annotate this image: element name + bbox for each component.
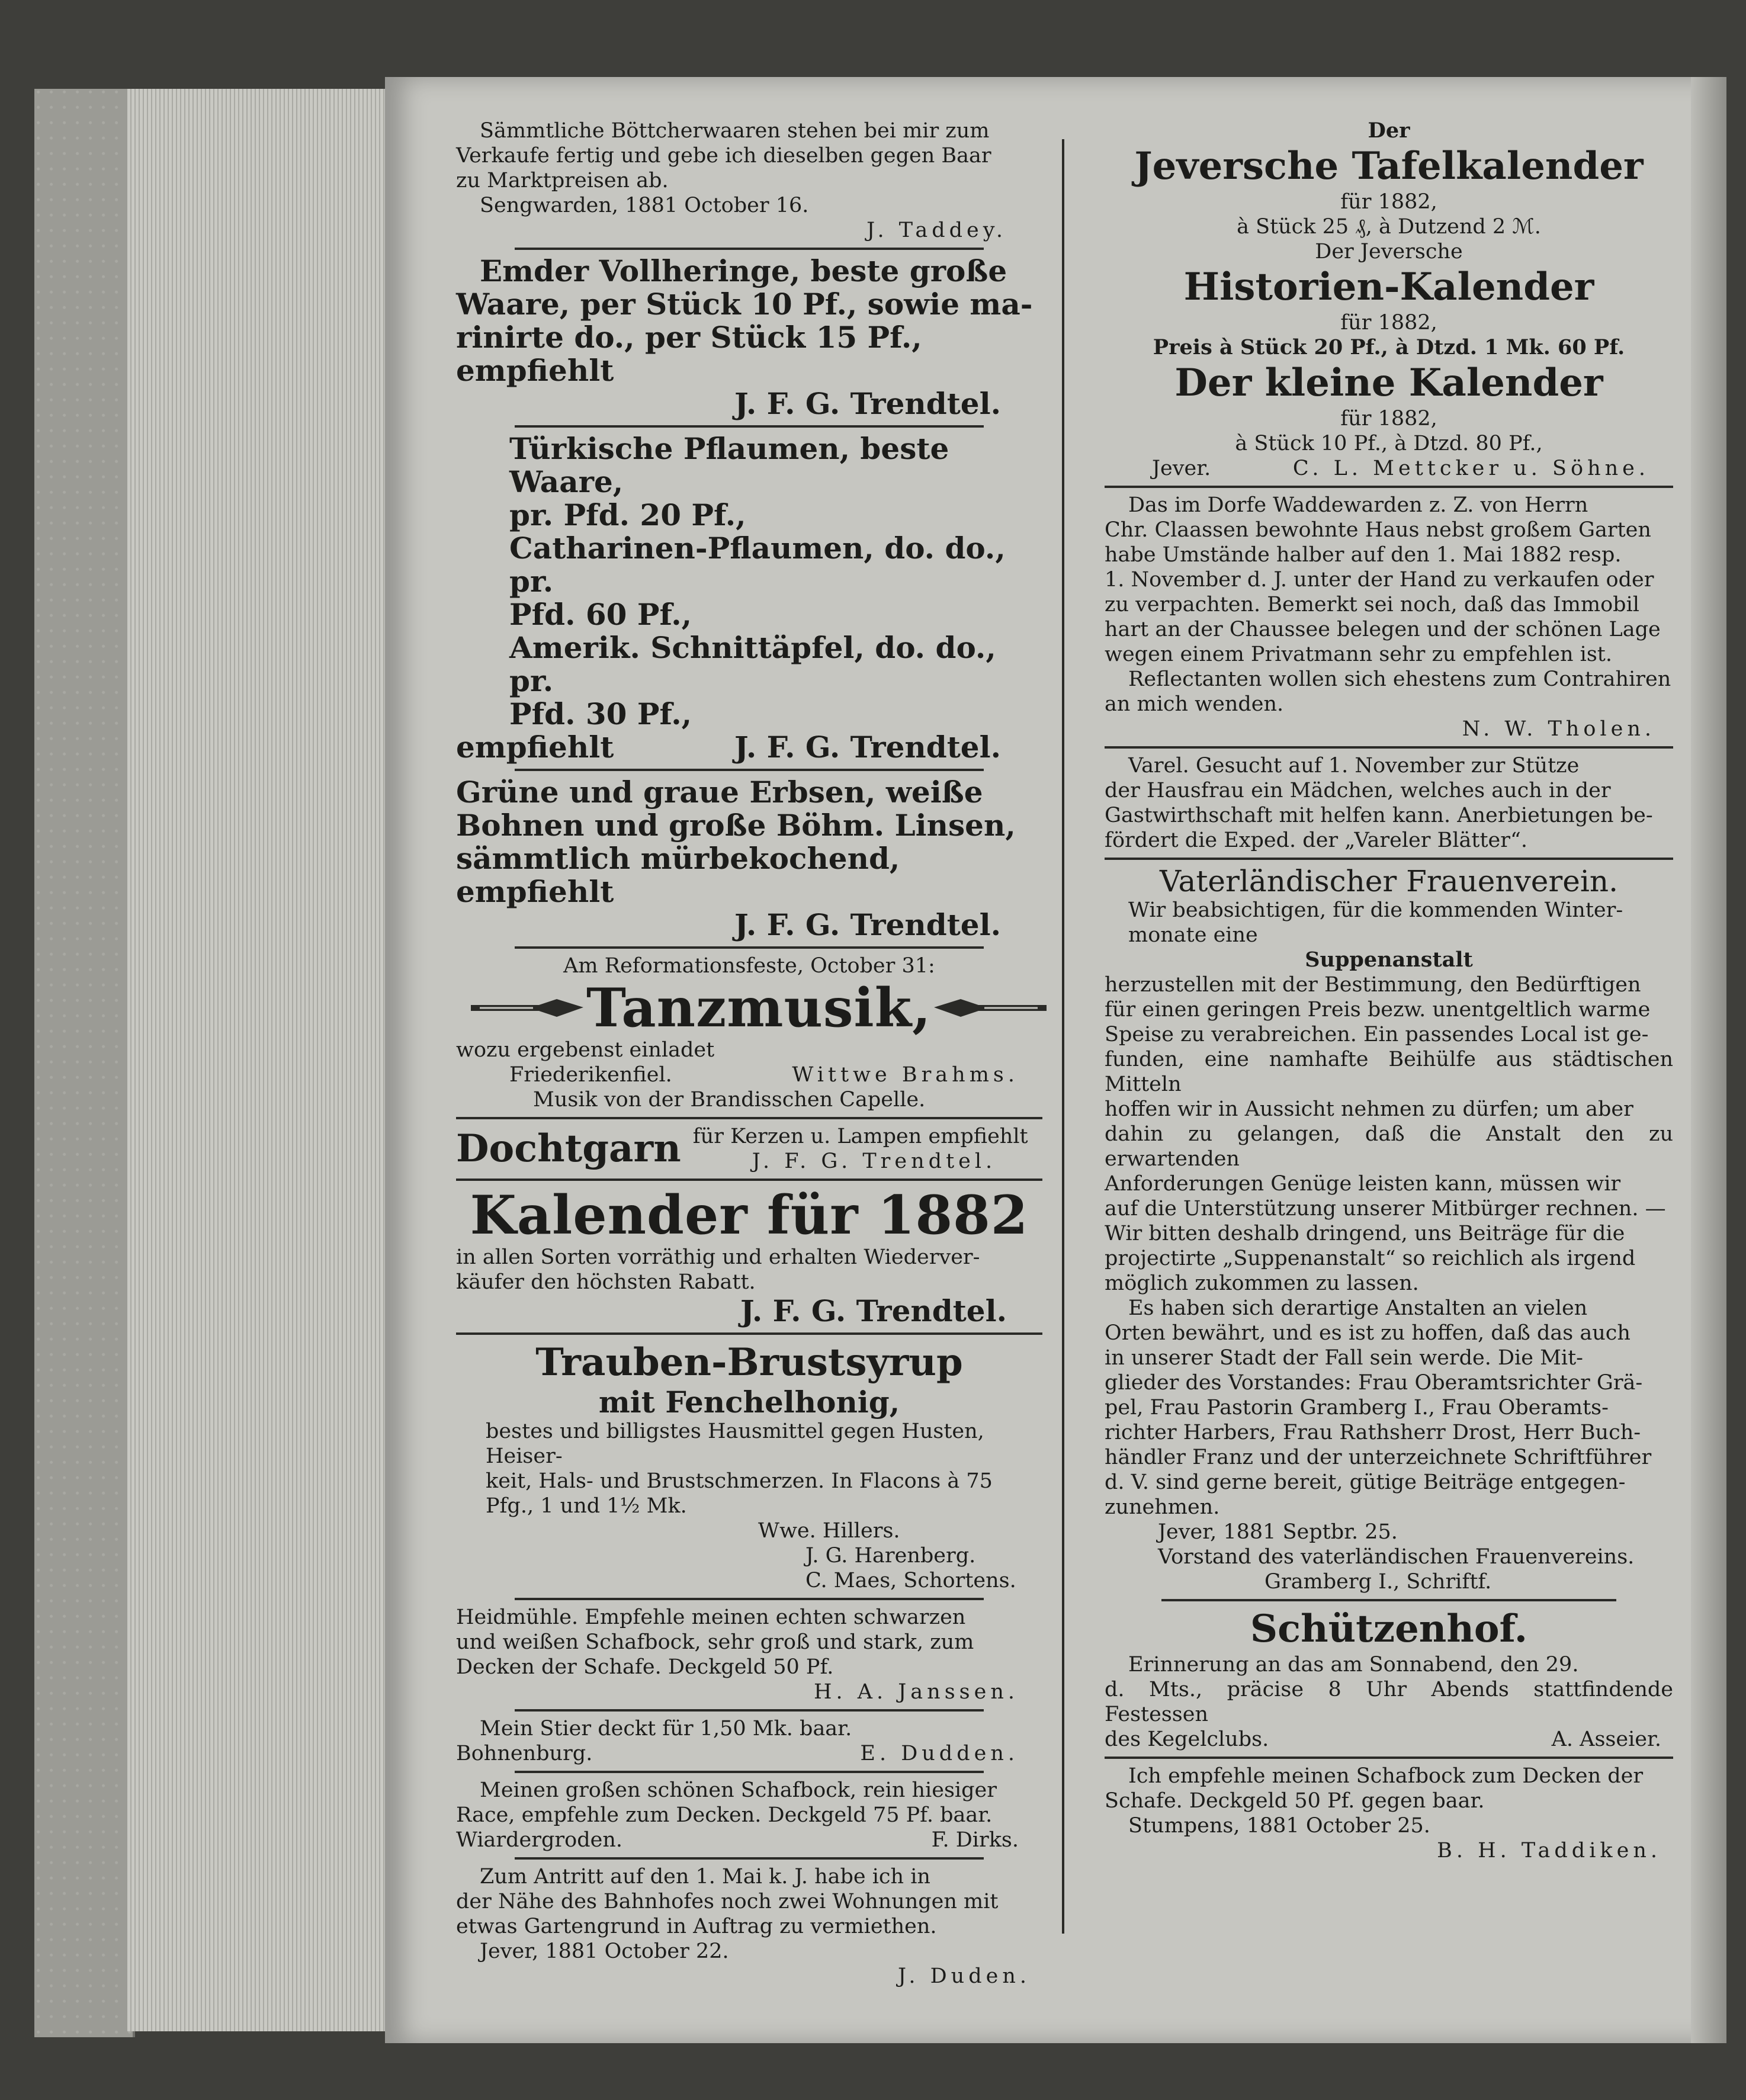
ad-wohnungen <box>456 1864 1042 1989</box>
signer: Vorstand des vaterländischen Frauenvereins. <box>1158 1545 1635 1569</box>
seller: Wwe. Hillers. <box>758 1519 900 1543</box>
signer: F. Dirks. <box>931 1828 1019 1852</box>
page-edges <box>127 89 406 2031</box>
divider <box>1105 1757 1673 1759</box>
ad-headline: Tanzmusik, <box>586 977 932 1039</box>
signer: Gramberg I., Schriftf. <box>1264 1570 1492 1594</box>
ad-brustsyrup <box>456 1340 1042 1593</box>
ad-signature-row <box>1105 456 1673 481</box>
seller: J. G. Harenberg. <box>805 1544 976 1568</box>
ad-line: Speise zu verabreichen. Ein passendes Local ist ge- <box>1105 1023 1649 1046</box>
signer: H. A. Janssen. <box>813 1680 1019 1704</box>
ad-line: Meinen großen schönen Schafbock, rein hiesiger <box>480 1778 997 1802</box>
ad-line: etwas Gartengrund in Auftrag zu vermiethen. <box>456 1915 937 1938</box>
ad-line: Türkische Pflaumen, beste Waare, <box>509 431 949 499</box>
ad-line: Emder Vollheringe, beste große <box>480 253 1007 288</box>
divider <box>515 425 984 428</box>
place-date: Stumpens, 1881 October 25. <box>1128 1814 1430 1838</box>
place-date: Jever, 1881 Septbr. 25. <box>1158 1520 1398 1544</box>
ad-line: Pfg., 1 und 1½ Mk. <box>486 1494 687 1518</box>
signer: J. Taddey. <box>866 219 1007 242</box>
ad-line: projectirte „Suppenanstalt“ so reichlich als irgend <box>1105 1247 1636 1270</box>
ad-schafbock-stumpens <box>1105 1764 1673 1863</box>
divider <box>1105 746 1673 749</box>
place-date: Sengwarden, 1881 October 16. <box>480 194 809 217</box>
ad-line: Schafe. Deckgeld 50 Pf. gegen baar. <box>1105 1789 1485 1813</box>
ad-kicker: Der <box>1368 118 1410 143</box>
divider <box>456 1332 1042 1335</box>
ad-line: zunehmen. <box>1105 1495 1220 1519</box>
ad-line: dahin zu gelangen, daß die Anstalt den zu erwartenden <box>1105 1122 1673 1171</box>
seller: C. Maes, Schortens. <box>805 1569 1016 1592</box>
ad-line: käufer den höchsten Rabatt. <box>456 1270 756 1294</box>
ad-headline: Historien-Kalender <box>1183 265 1594 309</box>
ad-headline: Schützenhof. <box>1250 1607 1528 1651</box>
ad-line: hart an der Chaussee belegen und der schönen Lage <box>1105 618 1661 641</box>
ad-varel <box>1105 753 1673 853</box>
column-rule <box>1062 139 1064 1934</box>
ad-signature-row <box>456 1062 1042 1087</box>
ad-line: Amerik. Schnittäpfel, do. do., pr. <box>509 630 996 698</box>
signer: B. H. Taddiken. <box>1437 1839 1661 1863</box>
signer: J. F. G. Trendtel. <box>734 386 1001 421</box>
ad-kleine-kalender <box>1105 360 1673 481</box>
ad-signature-row <box>1105 1727 1673 1752</box>
divider <box>515 1857 984 1860</box>
ad-line: händler Franz und der unterzeichnete Schriftführer <box>1105 1446 1652 1469</box>
ad-schafbock <box>456 1778 1042 1852</box>
ad-line: Es haben sich derartige Anstalten an vielen <box>1128 1296 1588 1320</box>
ad-line: pr. Pfd. 20 Pf., <box>509 497 746 532</box>
ad-line: Heidmühle. Empfehle meinen echten schwarzen <box>456 1605 966 1629</box>
divider <box>515 769 984 771</box>
ad-line: an mich wenden. <box>1105 692 1284 716</box>
ad-line: Catharinen-Pflaumen, do. do., pr. <box>509 531 1006 599</box>
ad-line: d. Mts., präcise 8 Uhr Abends stattfindende Festessen <box>1105 1678 1673 1726</box>
ad-line: in unserer Stadt der Fall sein werde. Die Mit- <box>1105 1346 1584 1370</box>
ad-line: des Kegelclubs. <box>1105 1727 1269 1751</box>
ad-line: fördert die Exped. der „Vareler Blätter“. <box>1105 829 1527 852</box>
ad-line: Chr. Claassen bewohnte Haus nebst großem Garten <box>1105 518 1651 542</box>
ad-line: Varel. Gesucht auf 1. November zur Stütze <box>1128 754 1580 778</box>
ad-headline: Jeversche Tafelkalender <box>1134 144 1644 188</box>
ad-line: für 1882, <box>1340 407 1437 431</box>
ad-heidmuehle <box>456 1605 1042 1704</box>
ad-line: d. V. sind gerne bereit, gütige Beiträge entgegen- <box>1105 1470 1626 1494</box>
ad-erbsen <box>456 776 1042 942</box>
ad-place: Wiardergroden. <box>456 1828 622 1852</box>
ad-dochtgarn <box>456 1124 1042 1174</box>
ad-kicker: Der Jeversche <box>1315 240 1463 264</box>
ad-schuetzenhof <box>1105 1606 1673 1752</box>
divider <box>515 248 984 250</box>
ad-line: für 1882, <box>1340 190 1437 214</box>
ad-text-block <box>681 1124 1042 1174</box>
ad-line: glieder des Vorstandes: Frau Oberamtsrichter Grä- <box>1105 1371 1643 1395</box>
ad-line: pel, Frau Pastorin Gramberg I., Frau Oberamts- <box>1105 1396 1609 1420</box>
divider <box>515 1709 984 1712</box>
ad-line: habe Umstände halber auf den 1. Mai 1882 resp. <box>1105 543 1622 567</box>
ad-price: à Stück 10 Pf., à Dtzd. 80 Pf., <box>1235 432 1543 455</box>
ad-place: Jever. <box>1152 457 1211 480</box>
ad-line: 1. November d. J. unter der Hand zu verkaufen oder <box>1105 568 1654 592</box>
ad-line: hoffen wir in Aussicht nehmen zu dürfen; um aber <box>1105 1097 1633 1121</box>
ad-headline: Trauben-Brustsyrup <box>535 1340 963 1385</box>
ad-tafelkalender <box>1105 118 1673 264</box>
ad-line: in allen Sorten vorräthig und erhalten Wiederver- <box>456 1245 980 1269</box>
signer: J. F. G. Trendtel. <box>740 1293 1007 1328</box>
ad-body <box>1105 972 1673 1520</box>
signer: J. Duden. <box>898 1964 1031 1988</box>
ad-historien-kalender <box>1105 264 1673 360</box>
ad-line: Anforderungen Genüge leisten kann, müssen wir <box>1105 1172 1621 1196</box>
divider <box>1105 486 1673 488</box>
place-date: Jever, 1881 October 22. <box>480 1940 729 1963</box>
ad-line: Ich empfehle meinen Schafbock zum Decken der <box>1128 1764 1644 1788</box>
ad-keyword: Suppenanstalt <box>1305 948 1473 972</box>
ad-line: Das im Dorfe Waddewarden z. Z. von Herrn <box>1128 493 1588 517</box>
signer: E. Dudden. <box>860 1742 1019 1765</box>
ad-line: Erinnerung an das am Sonnabend, den 29. <box>1128 1653 1579 1677</box>
ad-kalender-1882 <box>456 1186 1042 1328</box>
left-column <box>456 118 1042 1989</box>
ad-tanzmusik <box>456 953 1042 1112</box>
ad-line: keit, Hals- und Brustschmerzen. In Flacons à 75 <box>486 1469 993 1493</box>
ad-line: Pfd. 30 Pf., <box>509 696 692 731</box>
ad-subheadline: mit Fenchelhonig, <box>598 1385 900 1420</box>
signer: C. L. Mettcker u. Söhne. <box>1292 457 1649 480</box>
ad-boettcher <box>456 118 1042 243</box>
ad-line: rinirte do., per Stück 15 Pf., empfiehlt <box>456 320 922 388</box>
ad-line: Sämmtliche Böttcherwaaren stehen bei mir zum <box>480 119 990 143</box>
ad-intro: Am Reformationsfeste, October 31: <box>563 954 935 978</box>
right-column <box>1105 118 1673 1863</box>
ad-line: Wir bitten deshalb dringend, uns Beiträge für die <box>1105 1222 1625 1245</box>
pointing-hand-left-icon <box>931 994 1049 1022</box>
ad-line: Musik von der Brandisschen Capelle. <box>533 1088 926 1112</box>
ad-prefix: empfiehlt <box>456 730 614 765</box>
ad-line: Decken der Schafe. Deckgeld 50 Pf. <box>456 1655 834 1679</box>
ad-place: Friederikenfiel. <box>509 1063 672 1087</box>
ad-place: Bohnenburg. <box>456 1742 593 1765</box>
ad-line: für 1882, <box>1340 311 1437 335</box>
ad-line: der Nähe des Bahnhofes noch zwei Wohnungen mit <box>456 1890 999 1913</box>
page-curl <box>1691 77 1726 2043</box>
ad-line: Orten bewährt, und es ist zu hoffen, daß das auch <box>1105 1321 1631 1345</box>
signer: N. W. Tholen. <box>1462 717 1655 741</box>
ad-line: Race, empfehle zum Decken. Deckgeld 75 Pf. baar. <box>456 1803 993 1827</box>
ad-pflaumen <box>456 432 1042 764</box>
ad-price: à Stück 25 ₰, à Dutzend 2 ℳ. <box>1237 215 1541 239</box>
pointing-hand-right-icon <box>468 994 586 1022</box>
ad-line: Bohnen und große Böhm. Linsen, <box>456 808 1016 843</box>
book-cover <box>34 89 135 2037</box>
ad-line: Pfd. 60 Pf., <box>509 597 692 632</box>
ad-line: zu Marktpreisen ab. <box>456 169 669 192</box>
ad-line: Grüne und graue Erbsen, weiße <box>456 775 983 810</box>
divider <box>515 1771 984 1773</box>
ad-line: Waare, per Stück 10 Pf., sowie ma- <box>456 287 1033 322</box>
ad-line: wozu ergebenst einladet <box>456 1038 715 1062</box>
ad-signature-row <box>456 1828 1042 1852</box>
ad-line: auf die Unterstützung unserer Mitbürger rechnen. — <box>1105 1197 1666 1221</box>
signer: J. F. G. Trendtel. <box>734 907 1001 942</box>
ad-line: und weißen Schafbock, sehr groß und stark, zum <box>456 1630 974 1654</box>
divider <box>456 1179 1042 1181</box>
divider <box>515 946 984 949</box>
signer: J. F. G. Trendtel. <box>752 1149 997 1173</box>
ad-line: wegen einem Privatmann sehr zu empfehlen ist. <box>1105 643 1612 666</box>
ad-line: funden, eine namhafte Beihülfe aus städtischen Mitteln <box>1105 1048 1673 1096</box>
ad-line: sämmtlich mürbekochend, empfiehlt <box>456 841 900 909</box>
divider <box>1161 1599 1616 1601</box>
ad-headline: Dochtgarn <box>456 1126 681 1171</box>
ad-line: Wir beabsichtigen, für die kommenden Winter- <box>1128 898 1623 922</box>
ad-line: Mein Stier deckt für 1,50 Mk. baar. <box>480 1717 852 1741</box>
ad-price: Preis à Stück 20 Pf., à Dtzd. 1 Mk. 60 Pf. <box>1153 335 1625 359</box>
ad-line: Gastwirthschaft mit helfen kann. Anerbietungen be- <box>1105 804 1653 827</box>
ad-line: Zum Antritt auf den 1. Mai k. J. habe ich in <box>480 1865 930 1889</box>
divider <box>456 1117 1042 1119</box>
ad-line: bestes und billigstes Hausmittel gegen Husten, Heiser- <box>486 1420 984 1468</box>
ad-signature-row <box>456 731 1042 764</box>
ad-line: herzustellen mit der Bestimmung, den Bedürftigen <box>1105 973 1641 997</box>
ad-heringe <box>456 255 1042 420</box>
ad-headline: Vaterländischer Frauenverein. <box>1160 864 1618 898</box>
ad-line: zu verpachten. Bemerkt sei noch, daß das Immobil <box>1105 593 1639 616</box>
ad-signature-row <box>456 1741 1042 1766</box>
divider <box>515 1598 984 1600</box>
signer: Wittwe Brahms. <box>792 1063 1019 1087</box>
ad-stier <box>456 1716 1042 1766</box>
ad-headline-row <box>456 978 1042 1038</box>
ad-line: Reflectanten wollen sich ehestens zum Contrahiren <box>1128 667 1671 691</box>
ad-haus-waddewarden <box>1105 493 1673 741</box>
ad-headline: Kalender für 1882 <box>470 1184 1029 1247</box>
ad-line: richter Harbers, Frau Rathsherr Drost, Herr Buch- <box>1105 1421 1641 1444</box>
ad-line: Verkaufe fertig und gebe ich dieselben gegen Baar <box>456 144 991 168</box>
ad-headline: Der kleine Kalender <box>1174 361 1603 405</box>
signer: J. F. G. Trendtel. <box>734 730 1001 765</box>
divider <box>1105 858 1673 860</box>
ad-line: der Hausfrau ein Mädchen, welches auch in der <box>1105 779 1611 802</box>
ad-line: monate eine <box>1128 923 1258 947</box>
ad-line: für einen geringen Preis bezw. unentgeltlich warme <box>1105 998 1651 1022</box>
signer: A. Asseier. <box>1551 1727 1661 1751</box>
ad-line: möglich zukommen zu lassen. <box>1105 1271 1419 1295</box>
ad-line: für Kerzen u. Lampen empfiehlt <box>692 1125 1028 1148</box>
ad-frauenverein <box>1105 865 1673 1594</box>
